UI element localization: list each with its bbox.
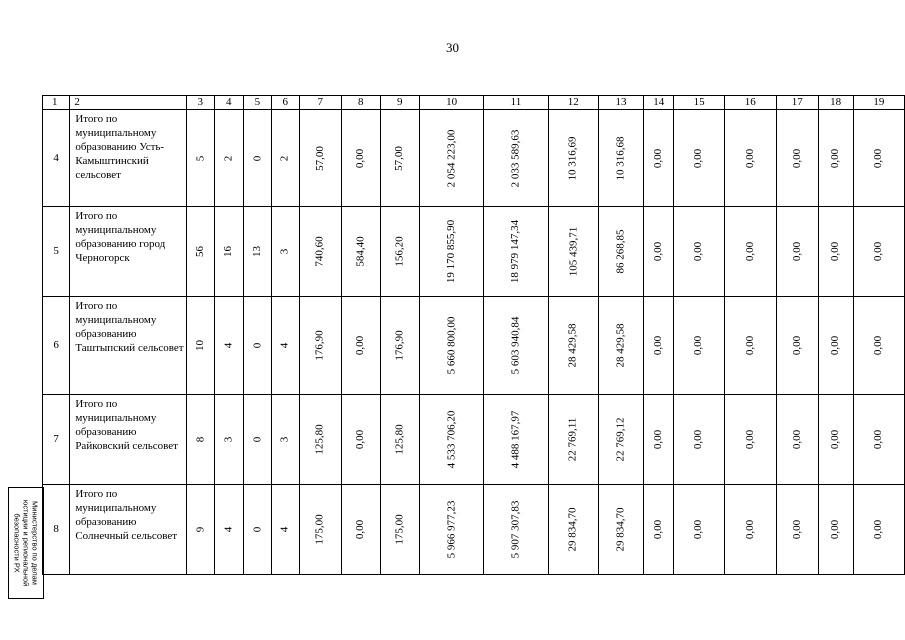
value-text: 0,00: [872, 519, 885, 540]
value-text: 5: [193, 155, 206, 161]
header-cell: 11: [484, 96, 548, 110]
header-cell: 18: [818, 96, 853, 110]
header-cell: 5: [243, 96, 271, 110]
value-cell: [818, 207, 853, 297]
value-text: 156,20: [393, 236, 406, 267]
value-cell: [380, 207, 420, 297]
value-text: 105 439,71: [566, 226, 579, 277]
value-text: 0,00: [829, 429, 842, 450]
value-cell: [724, 110, 776, 207]
value-cell: [599, 207, 644, 297]
header-cell: 6: [271, 96, 299, 110]
value-cell: [818, 110, 853, 207]
value-cell: [341, 110, 380, 207]
value-text: 0,00: [829, 519, 842, 540]
value-cell: [674, 395, 724, 485]
value-text: 0,00: [652, 429, 665, 450]
value-cell: [776, 207, 818, 297]
value-cell: [484, 110, 548, 207]
value-text: 125,80: [393, 424, 406, 455]
value-text: 176,90: [393, 330, 406, 361]
value-cell: [271, 297, 299, 395]
value-text: 0,00: [652, 241, 665, 262]
table-row: [43, 110, 905, 207]
stamp-line: юстиции и региональной: [21, 499, 31, 587]
value-cell: [243, 395, 271, 485]
row-number-cell: 7: [43, 395, 70, 485]
value-cell: [299, 485, 341, 575]
value-text: 10: [193, 340, 206, 351]
value-text: 0,00: [872, 335, 885, 356]
value-text: 57,00: [313, 145, 326, 171]
value-cell: [380, 110, 420, 207]
value-cell: [243, 297, 271, 395]
value-text: 5 966 977,23: [445, 500, 458, 559]
value-text: 19 170 855,90: [445, 219, 458, 284]
row-number-cell: 8: [43, 485, 70, 575]
value-text: 0,00: [790, 335, 803, 356]
value-cell: [420, 485, 484, 575]
value-cell: [271, 207, 299, 297]
header-cell: 17: [776, 96, 818, 110]
value-text: 125,80: [313, 424, 326, 455]
value-cell: [644, 395, 674, 485]
value-cell: [420, 395, 484, 485]
value-text: 0,00: [354, 148, 367, 168]
value-text: 2: [278, 155, 291, 161]
value-text: 18 979 147,34: [509, 219, 522, 284]
value-text: 0,00: [743, 335, 756, 356]
value-cell: [724, 297, 776, 395]
value-cell: [853, 485, 904, 575]
value-cell: [484, 395, 548, 485]
value-text: 2 033 589,63: [509, 129, 522, 187]
value-text: 0,00: [692, 429, 705, 450]
value-cell: [186, 110, 214, 207]
value-text: 28 429,58: [614, 323, 627, 368]
header-cell: 1: [43, 96, 70, 110]
value-text: 0: [250, 155, 263, 161]
table-row: [43, 485, 905, 575]
value-text: 0,00: [743, 519, 756, 540]
value-text: 0,00: [743, 148, 756, 168]
value-cell: [380, 395, 420, 485]
value-cell: [724, 207, 776, 297]
value-cell: [599, 395, 644, 485]
header-cell: 13: [599, 96, 644, 110]
value-text: 0,00: [790, 519, 803, 540]
value-cell: [548, 110, 599, 207]
value-text: 0,00: [692, 241, 705, 262]
value-text: 8: [193, 436, 206, 443]
value-text: 4: [278, 526, 291, 533]
header-cell: 10: [420, 96, 484, 110]
value-cell: [599, 297, 644, 395]
value-text: 584,40: [354, 236, 367, 267]
value-cell: [380, 297, 420, 395]
value-text: 57,00: [393, 145, 406, 171]
value-cell: [341, 395, 380, 485]
value-text: 29 834,70: [614, 507, 627, 552]
value-cell: [484, 485, 548, 575]
stamp-text: [13, 500, 40, 587]
stamp-line: Министерство по делам: [30, 501, 40, 585]
table-row: [43, 395, 905, 485]
header-cell: 19: [853, 96, 904, 110]
value-cell: [644, 207, 674, 297]
header-cell: 8: [341, 96, 380, 110]
value-cell: [644, 297, 674, 395]
value-text: 176,90: [313, 330, 326, 361]
value-cell: [380, 485, 420, 575]
value-text: 10 316,69: [566, 136, 579, 180]
value-cell: [341, 207, 380, 297]
value-text: 0,00: [872, 241, 885, 262]
municipality-name-cell: Итого по муниципальному образованию город Черногорск: [70, 207, 186, 297]
value-cell: [186, 485, 214, 575]
value-cell: [271, 485, 299, 575]
value-cell: [341, 297, 380, 395]
value-cell: [243, 207, 271, 297]
page-number: 30: [446, 40, 459, 55]
municipality-name-cell: Итого по муниципальному образованию Солнечный сельсовет: [70, 485, 186, 575]
value-cell: [853, 395, 904, 485]
value-text: 13: [250, 246, 263, 257]
value-text: 86 268,85: [614, 229, 627, 274]
value-text: 740,60: [313, 236, 326, 267]
value-cell: [186, 207, 214, 297]
municipality-name-cell: Итого по муниципальному образованию Усть-Камыштинский сельсовет: [70, 110, 186, 207]
value-cell: [271, 110, 299, 207]
value-cell: [548, 395, 599, 485]
value-cell: [853, 297, 904, 395]
header-cell: 14: [644, 96, 674, 110]
value-cell: [341, 485, 380, 575]
value-text: 0,00: [743, 429, 756, 450]
value-cell: [674, 110, 724, 207]
table-row: [43, 297, 905, 395]
header-cell: 9: [380, 96, 420, 110]
value-cell: [853, 207, 904, 297]
value-text: 22 769,12: [614, 417, 627, 462]
value-text: 4: [278, 342, 291, 349]
value-text: 4: [222, 526, 235, 533]
value-text: 0: [250, 436, 263, 443]
value-cell: [818, 485, 853, 575]
value-text: 16: [222, 246, 235, 257]
value-text: 0,00: [652, 335, 665, 356]
header-cell: 3: [186, 96, 214, 110]
value-text: 0,00: [692, 519, 705, 540]
value-text: 5 660 800,00: [445, 316, 458, 375]
value-text: 0,00: [790, 241, 803, 262]
header-cell: 7: [299, 96, 341, 110]
value-cell: [548, 485, 599, 575]
table-row: [43, 207, 905, 297]
value-cell: [271, 395, 299, 485]
value-text: 28 429,58: [566, 323, 579, 368]
value-cell: [818, 395, 853, 485]
value-cell: [299, 110, 341, 207]
value-cell: [214, 207, 243, 297]
value-text: 175,00: [393, 514, 406, 545]
value-cell: [420, 297, 484, 395]
value-text: 0,00: [743, 241, 756, 262]
value-cell: [243, 110, 271, 207]
value-text: 2: [222, 155, 235, 161]
register-table: [42, 95, 905, 575]
value-cell: [548, 207, 599, 297]
value-cell: [776, 395, 818, 485]
value-cell: [484, 297, 548, 395]
municipality-name-cell: Итого по муниципальному образованию Таштыпский сельсовет: [70, 297, 186, 395]
header-cell: 15: [674, 96, 724, 110]
value-cell: [299, 207, 341, 297]
value-text: 0,00: [354, 429, 367, 450]
value-text: 175,00: [313, 514, 326, 545]
value-text: 0,00: [354, 335, 367, 356]
value-cell: [243, 485, 271, 575]
value-text: 4 488 167,97: [509, 410, 522, 469]
value-cell: [299, 395, 341, 485]
value-cell: [599, 110, 644, 207]
value-cell: [599, 485, 644, 575]
value-cell: [644, 110, 674, 207]
value-cell: [214, 395, 243, 485]
value-text: 3: [222, 436, 235, 443]
value-text: 0: [250, 526, 263, 533]
municipality-name-cell: Итого по муниципальному образованию Райковский сельсовет: [70, 395, 186, 485]
row-number-cell: 4: [43, 110, 70, 207]
value-text: 0,00: [652, 148, 665, 168]
value-text: 3: [278, 436, 291, 443]
value-text: 0,00: [829, 335, 842, 356]
header-cell: 12: [548, 96, 599, 110]
value-cell: [214, 297, 243, 395]
row-number-cell: 6: [43, 297, 70, 395]
header-cell: 16: [724, 96, 776, 110]
value-cell: [776, 485, 818, 575]
value-text: 3: [278, 248, 291, 255]
value-text: 4 533 706,20: [445, 410, 458, 469]
value-cell: [724, 485, 776, 575]
registration-stamp: [8, 487, 44, 599]
value-cell: [484, 207, 548, 297]
value-text: 56: [193, 246, 206, 257]
value-cell: [818, 297, 853, 395]
value-text: 5 907 307,83: [509, 500, 522, 559]
value-text: 0,00: [790, 148, 803, 168]
value-text: 0,00: [829, 241, 842, 262]
value-text: 22 769,11: [566, 417, 579, 462]
value-cell: [776, 110, 818, 207]
value-cell: [674, 297, 724, 395]
value-cell: [299, 297, 341, 395]
value-text: 0,00: [829, 148, 842, 168]
header-row: [43, 96, 905, 110]
header-cell: 4: [214, 96, 243, 110]
value-text: 9: [193, 526, 206, 533]
value-cell: [186, 395, 214, 485]
value-text: 0,00: [692, 148, 705, 168]
value-cell: [420, 110, 484, 207]
value-text: 5 603 940,84: [509, 316, 522, 375]
value-cell: [674, 485, 724, 575]
value-text: 29 834,70: [566, 507, 579, 552]
value-cell: [214, 485, 243, 575]
value-text: 0,00: [790, 429, 803, 450]
row-number-cell: 5: [43, 207, 70, 297]
value-cell: [420, 207, 484, 297]
value-text: 0,00: [872, 148, 885, 168]
value-text: 2 054 223,00: [445, 129, 458, 187]
value-cell: [644, 485, 674, 575]
value-cell: [853, 110, 904, 207]
stamp-line: безопасности РХ: [12, 513, 22, 573]
value-text: 0,00: [692, 335, 705, 356]
value-text: 0: [250, 342, 263, 349]
value-text: 0,00: [652, 519, 665, 540]
value-text: 0,00: [354, 519, 367, 540]
header-cell: 2: [70, 96, 186, 110]
value-text: 10 316,68: [614, 136, 627, 180]
value-cell: [548, 297, 599, 395]
value-cell: [674, 207, 724, 297]
value-cell: [776, 297, 818, 395]
value-cell: [186, 297, 214, 395]
value-cell: [214, 110, 243, 207]
value-text: 0,00: [872, 429, 885, 450]
value-text: 4: [222, 342, 235, 349]
value-cell: [724, 395, 776, 485]
